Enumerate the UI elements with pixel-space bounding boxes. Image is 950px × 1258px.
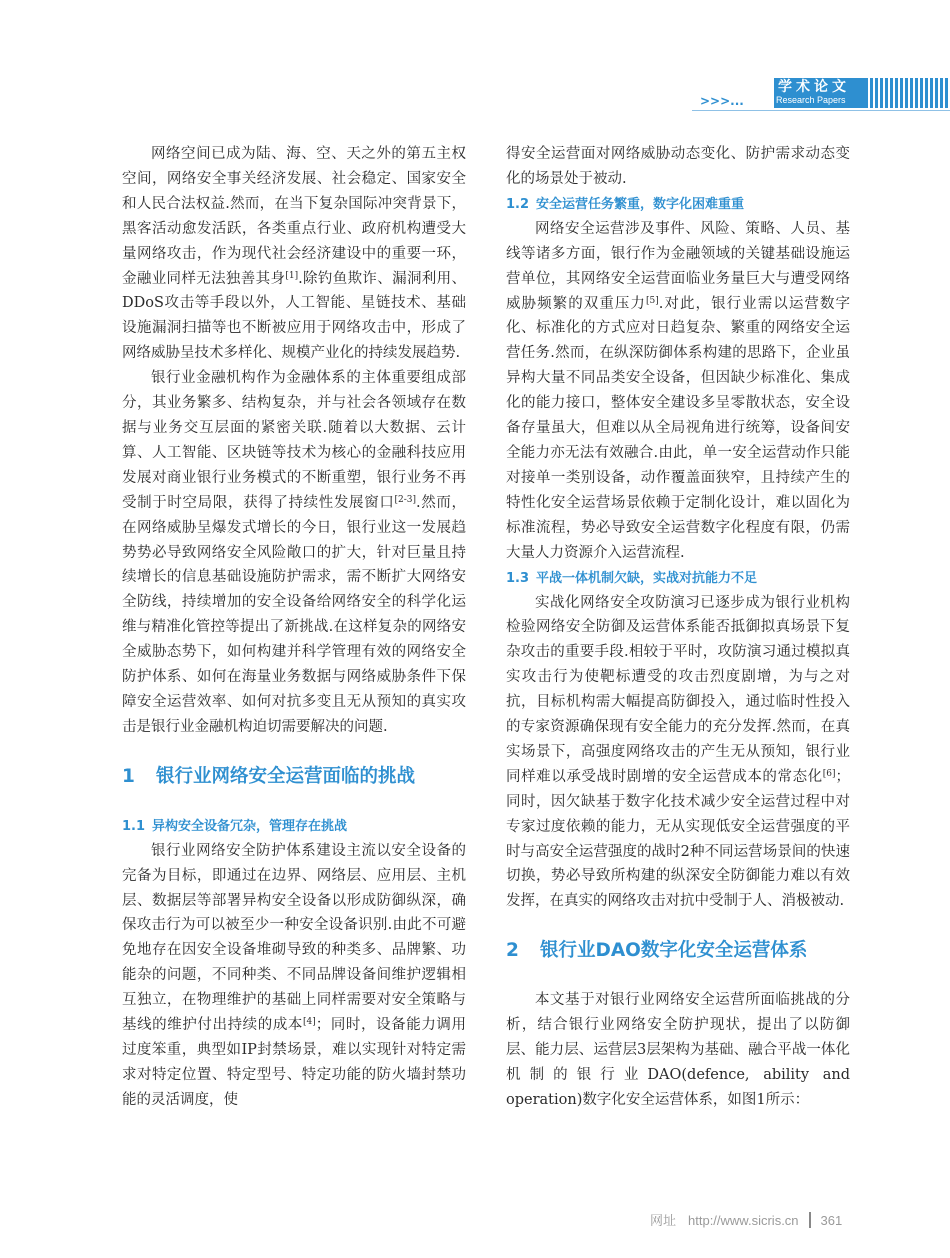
header-rule — [692, 110, 950, 111]
citation: [4] — [303, 1017, 316, 1028]
citation: [2-3] — [394, 494, 416, 505]
section-heading-1: 1 银行业网络安全运营面临的挑战 — [122, 765, 416, 787]
footer-url[interactable]: http://www.sicris.cn — [688, 1213, 799, 1228]
paragraph-1-1: 银行业网络安全防护体系建设主流以安全设备的完备为目标，即通过在边界、网络层、应用层、主机层、数据层等部署异构安全设备以形成防御纵深，确保攻击行为可以被至少一种安全设备识别.由此不可避免地存在因安全设备堆砌导致的种类多、品牌繁、功能杂的问题，不同种类、不同品牌设备间维护逻辑相互独立，在物理维护的基础上同样需要对安全策略与基线的维护付出持续的成本[4]；同时，设备能力调用过度笨重，典型如IP封禁场景，难以实现针对特定需求对特定位置、特定型号、特定功能的防火墙封禁功能的灵活调度，使 — [122, 842, 466, 1108]
right-column — [506, 142, 850, 1113]
page-footer — [650, 1212, 842, 1229]
citation: [6] — [822, 768, 836, 779]
page-number: 361 — [820, 1213, 843, 1228]
citation: [5] — [646, 295, 659, 306]
section-heading-2: 2 银行业DAO数字化安全运营体系 — [506, 940, 808, 962]
left-column — [122, 142, 466, 1113]
citation: [1] — [285, 270, 299, 281]
subsection-heading-1-1: 1.1 异构安全设备冗杂，管理存在挑战 — [122, 818, 348, 834]
paragraph-intro-2: 银行业金融机构作为金融体系的主体重要组成部分，其业务繁多、结构复杂，并与社会各领域存在数据与业务交互层面的紧密关联.随着以大数据、云计算、人工智能、区块链等技术为核心的金融科技应用发展对商业银行业务模式的不断重塑，银行业务不再受制于时空局限，获得了持续性发展窗口[2-3].然而，在网络威胁呈爆发式增长的今日，银行业这一发展趋势势必导致网络安全风险敞口的扩大，针对巨量且持续增长的信息基础设施防护需求，需不断扩大网络安全防线，持续增加的安全设备给网络安全的科学化运维与精准化管控等提出了新挑战.在这样复杂的网络安全威胁态势下，如何构建并科学管理有效的网络安全防护体系、如何在海量业务数据与网络威胁条件下保障安全运营效率、如何对抗多变且无从预知的真实攻击是银行业金融机构迫切需要解决的问题. — [122, 370, 467, 735]
subsection-heading-1-2: 1.2 安全运营任务繁重，数字化困难重重 — [506, 196, 745, 212]
footer-label: 网址 — [650, 1213, 677, 1228]
paragraph-1-3: 实战化网络安全攻防演习已逐步成为银行业机构检验网络安全防御及运营体系能否抵御拟真场景下复杂攻击的重要手段.相较于平时，攻防演习通过模拟真实攻击行为使靶标遭受的攻击烈度剧增，为与之对抗，目标机构需大幅提高防御投入，通过临时性投入的专家资源确保现有安全能力的充分发挥.然而，在真实场景下，高强度网络攻击的产生无从预知，银行业同样难以承受战时剧增的安全运营成本的常态化[6]；同时，因欠缺基于数字化技术减少安全运营过程中对专家过度依赖的能力，无从实现低安全运营强度的平时与高安全运营强度的战时2种不同运营场景间的快速切换，势必导致所构建的纵深安全防御能力难以有效发挥，在真实的网络攻击对抗中受制于人、消极被动. — [506, 594, 850, 910]
paragraph-intro-1: 网络空间已成为陆、海、空、天之外的第五主权空间，网络安全事关经济发展、社会稳定、国家安全和人民合法权益.然而，在当下复杂国际冲突背景下，黑客活动愈发活跃，各类重点行业、政府机构遭受大量网络攻击，作为现代社会经济建设中的重要一环，金融业同样无法独善其身[1].除钓鱼欺诈、漏洞利用、DDoS攻击等手段以外，人工智能、星链技术、基础设施漏洞扫描等也不断被应用于网络攻击中，形成了网络威胁呈技术多样化、规模产业化的持续发展趋势. — [122, 146, 467, 362]
section-subtitle: Research Papers — [776, 95, 846, 105]
paragraph-1-2: 网络安全运营涉及事件、风险、策略、人员、基线等诸多方面，银行作为金融领域的关键基础设施运营单位，其网络安全运营面临业务量巨大与遭受网络威胁频繁的双重压力[5].对此，银行业需以运营数字化、标准化的方式应对日趋复杂、繁重的网络安全运营任务.然而，在纵深防御体系构建的思路下，企业虽异构大量不同品类安全设备，但因缺少标准化、集成化的能力接口，整体安全建设多呈零散状态，安全设备存量虽大，但难以从全局视角进行统筹，设备间安全能力亦无法有效融合.由此，单一安全运营动作只能对接单一类别设备，动作覆盖面狭窄，且持续产生的特性化安全运营场景依赖于定制化设计，难以固化为标准流程，势必导致安全运营数字化程度有限，仍需大量人力资源介入运营流程. — [506, 220, 851, 561]
barcode-stripes-icon — [868, 78, 950, 108]
paragraph-2: 本文基于对银行业网络安全运营所面临挑战的分析，结合银行业网络安全防护现状，提出了以防御层、能力层、运营层3层架构为基础、融合平战一体化机制的银行业DAO(defence, ability and operation)数字化安全运营体系，如图1所示： — [506, 992, 850, 1108]
paragraph-continued: 得安全运营面对网络威胁动态变化、防护需求动态变化的场景处于被动. — [506, 146, 850, 187]
footer-divider — [809, 1212, 811, 1228]
section-title: 学术论文 — [778, 79, 850, 95]
header-arrows: >>>... — [700, 94, 744, 108]
subsection-heading-1-3: 1.3 平战一体机制欠缺，实战对抗能力不足 — [506, 570, 758, 586]
